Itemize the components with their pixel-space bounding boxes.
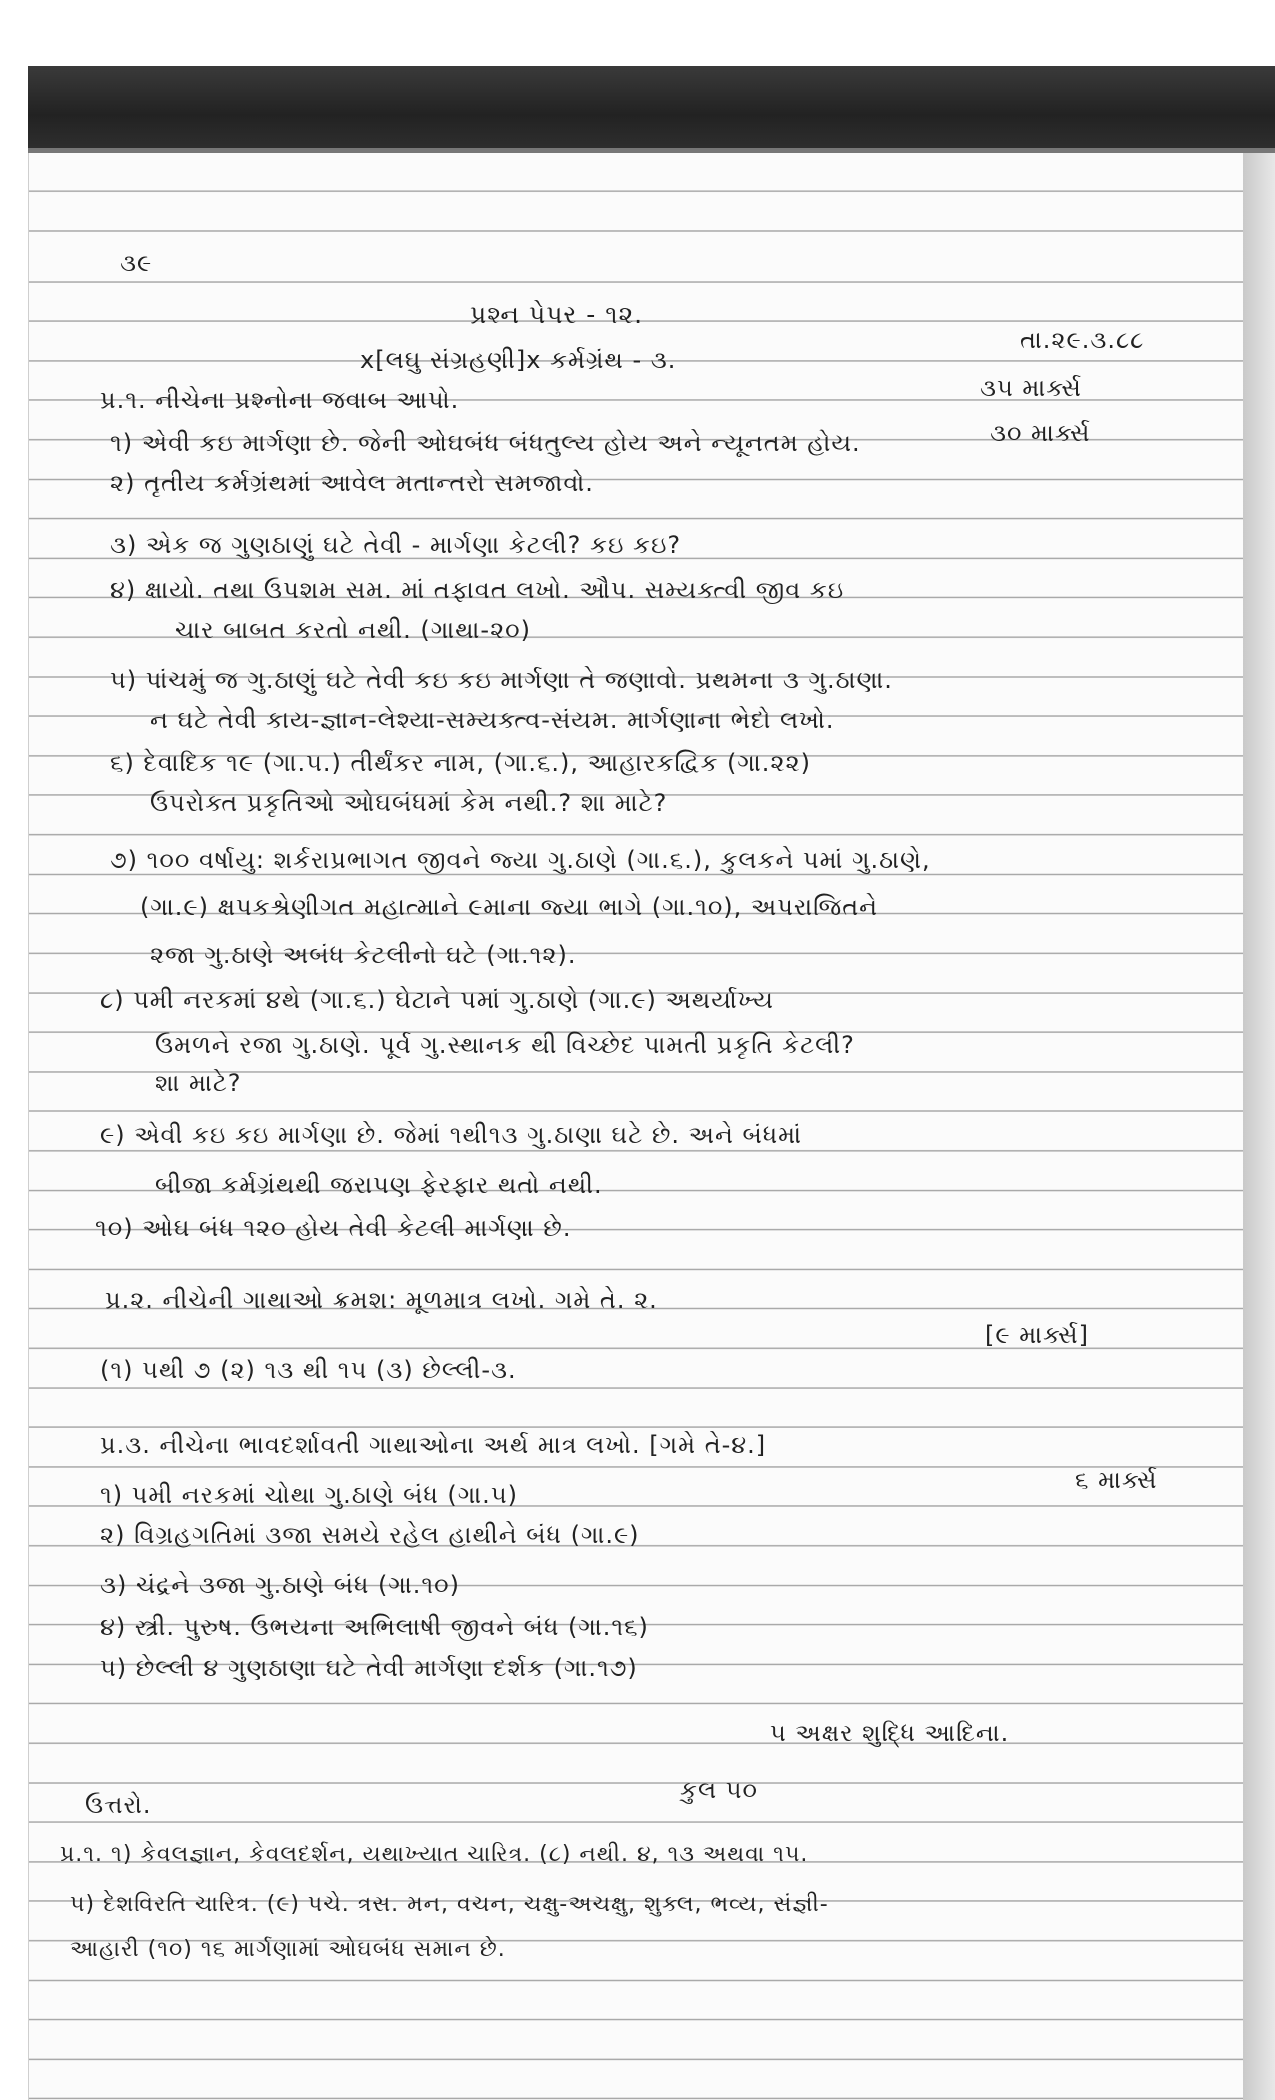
- q1-item: (ગા.૯) ક્ષપકશ્રેણીગત મહાત્માને ૯માના જ્યા ભાગે (ગા.૧૦), અપરાજિતને: [140, 893, 879, 921]
- q1-item: ૧) એવી કઇ માર્ગણા છે. જેની ઓઘબંધ બંધતુલ્ય હોય અને ન્યૂનતમ હોય.: [110, 429, 861, 457]
- total-marks: ૩૫ માર્ક્સ: [980, 374, 1082, 402]
- paper-edge-shadow: [1243, 153, 1275, 2100]
- answers-heading: ઉત્તરો.: [85, 1791, 152, 1819]
- exam-date: તા.૨૯.૩.૮૮: [1020, 326, 1145, 354]
- q1-item: ૫) પાંચમું જ ગુ.ઠાણું ઘટે તેવી કઇ કઇ માર્ગણા તે જણાવો. પ્રથમના ૩ ગુ.ઠાણા.: [110, 666, 893, 694]
- q3-item: ૨) વિગ્રહગતિમાં ૩જા સમયે રહેલ હાથીને બંધ (ગા.૯): [100, 1521, 640, 1549]
- q1-item: ઉમળને રજા ગુ.ઠાણે. પૂર્વ ગુ.સ્થાનક થી વિચ્છેદ પામતી પ્રકૃતિ કેટલી?: [155, 1031, 855, 1059]
- answer-line: ૫) દેશવિરતિ ચારિત્ર. (૯) પચે. ત્રસ. મન, વચન, ચક્ષુ-અચક્ષુ, શુક્લ, ભવ્ય, સંજ્ઞી-: [70, 1892, 829, 1917]
- q1-item: ચાર બાબત કરતો નથી. (ગાથા-૨૦): [175, 616, 531, 644]
- q2-marks: [૯ માર્ક્સ]: [985, 1321, 1089, 1349]
- q3-item: ૩) ચંદ્રને ૩જા ગુ.ઠાણે બંધ (ગા.૧૦): [100, 1571, 460, 1599]
- q1-item: ૯) એવી કઇ કઇ માર્ગણા છે. જેમાં ૧થી૧૩ ગુ.ઠાણા ઘટે છે. અને બંધમાં: [100, 1121, 802, 1149]
- q1-item: ન ઘટે તેવી કાય-જ્ઞાન-લેશ્યા-સમ્યક્ત્વ-સંયમ. માર્ગણાના ભેદો લખો.: [150, 706, 835, 734]
- q1-heading: પ્ર.૧. નીચેના પ્રશ્નોના જવાબ આપો.: [100, 386, 460, 414]
- q2-heading: પ્ર.૨. નીચેની ગાથાઓ ક્રમશ: મૂળમાત્ર લખો. ગમે તે. ૨.: [105, 1286, 658, 1314]
- accuracy-note: ૫ અક્ષર શુદ્ધિ આદિના.: [770, 1719, 1010, 1747]
- q3-item: ૫) છેલ્લી ૪ ગુણઠાણા ઘટે તેવી માર્ગણા દર્શક (ગા.૧૭): [100, 1654, 638, 1682]
- q3-heading: પ્ર.૩. નીચેના ભાવદર્શાવતી ગાથાઓના અર્થ માત્ર લખો. [ગમે તે-૪.]: [100, 1431, 767, 1459]
- page-number: ૩૯: [120, 249, 153, 277]
- q1-item: ૬) દેવાદિક ૧૯ (ગા.૫.) તીર્થંકર નામ, (ગા.૬.), આહારકદ્વિક (ગા.૨૨): [110, 749, 811, 777]
- q1-item: શા માટે?: [155, 1069, 242, 1097]
- q1-item: ઉપરોક્ત પ્રકૃતિઓ ઓઘબંધમાં કેમ નથી.? શા માટે?: [150, 789, 668, 817]
- total-marks-footer: કુલ ૫૦: [680, 1776, 758, 1804]
- q3-item: ૪) સ્ત્રી. પુરુષ. ઉભયના અભિલાષી જીવને બંધ (ગા.૧૬): [100, 1613, 649, 1641]
- q1-item: ૨જા ગુ.ઠાણે અબંધ કેટલીનો ઘટે (ગા.૧૨).: [150, 941, 577, 969]
- q3-item: ૧) પમી નરકમાં ચોથા ગુ.ઠાણે બંધ (ગા.૫): [100, 1481, 518, 1509]
- answer-line: પ્ર.૧. ૧) કેવલજ્ઞાન, કેવલદર્શન, યથાખ્યાત ચારિત્ર. (૮) નથી. ૪, ૧૩ અથવા ૧૫.: [60, 1842, 809, 1867]
- paper-subtitle: x[લઘુ સંગ્રહણી]x કર્મગ્રંથ - ૩.: [360, 346, 677, 374]
- q1-item: ૪) ક્ષાયો. તથા ઉપશમ સમ. માં તફાવત લખો. ઔપ. સમ્યક્ત્વી જીવ કઇ: [110, 576, 845, 604]
- q1-item: ૩) એક જ ગુણઠાણું ઘટે તેવી - માર્ગણા કેટલી? કઇ કઇ?: [110, 531, 682, 559]
- q1-item: બીજા કર્મગ્રંથથી જરાપણ ફેરફાર થતો નથી.: [155, 1171, 603, 1199]
- q3-marks: ૬ માર્ક્સ: [1075, 1466, 1158, 1494]
- q1-item: ૭) ૧૦૦ વર્ષાયુ: શર્કરાપ્રભાગત જીવને જ્યા ગુ.ઠાણે (ગા.૬.), કુલકને પમાં ગુ.ઠાણે,: [110, 846, 931, 874]
- scanner-top-bar: [28, 66, 1275, 148]
- answer-line: આહારી (૧૦) ૧૬ માર્ગણામાં ઓઘબંધ સમાન છે.: [70, 1937, 506, 1962]
- q1-item: ૮) પમી નરકમાં ૪થે (ગા.૬.) ઘેટાને પમાં ગુ.ઠાણે (ગા.૯) અથર્યાખ્ય: [100, 986, 774, 1014]
- q1-item: ૨) તૃતીય કર્મગ્રંથમાં આવેલ મતાન્તરો સમજાવો.: [110, 469, 594, 497]
- q1-item: ૧૦) ઓઘ બંધ ૧૨૦ હોય તેવી કેટલી માર્ગણા છે.: [95, 1214, 572, 1242]
- paper-title: પ્રશ્ન પેપર - ૧૨.: [470, 300, 644, 329]
- q1-marks: ૩૦ માર્ક્સ: [990, 419, 1091, 447]
- q2-options: (૧) ૫થી ૭ (૨) ૧૩ થી ૧૫ (૩) છેલ્લી-૩.: [100, 1356, 517, 1384]
